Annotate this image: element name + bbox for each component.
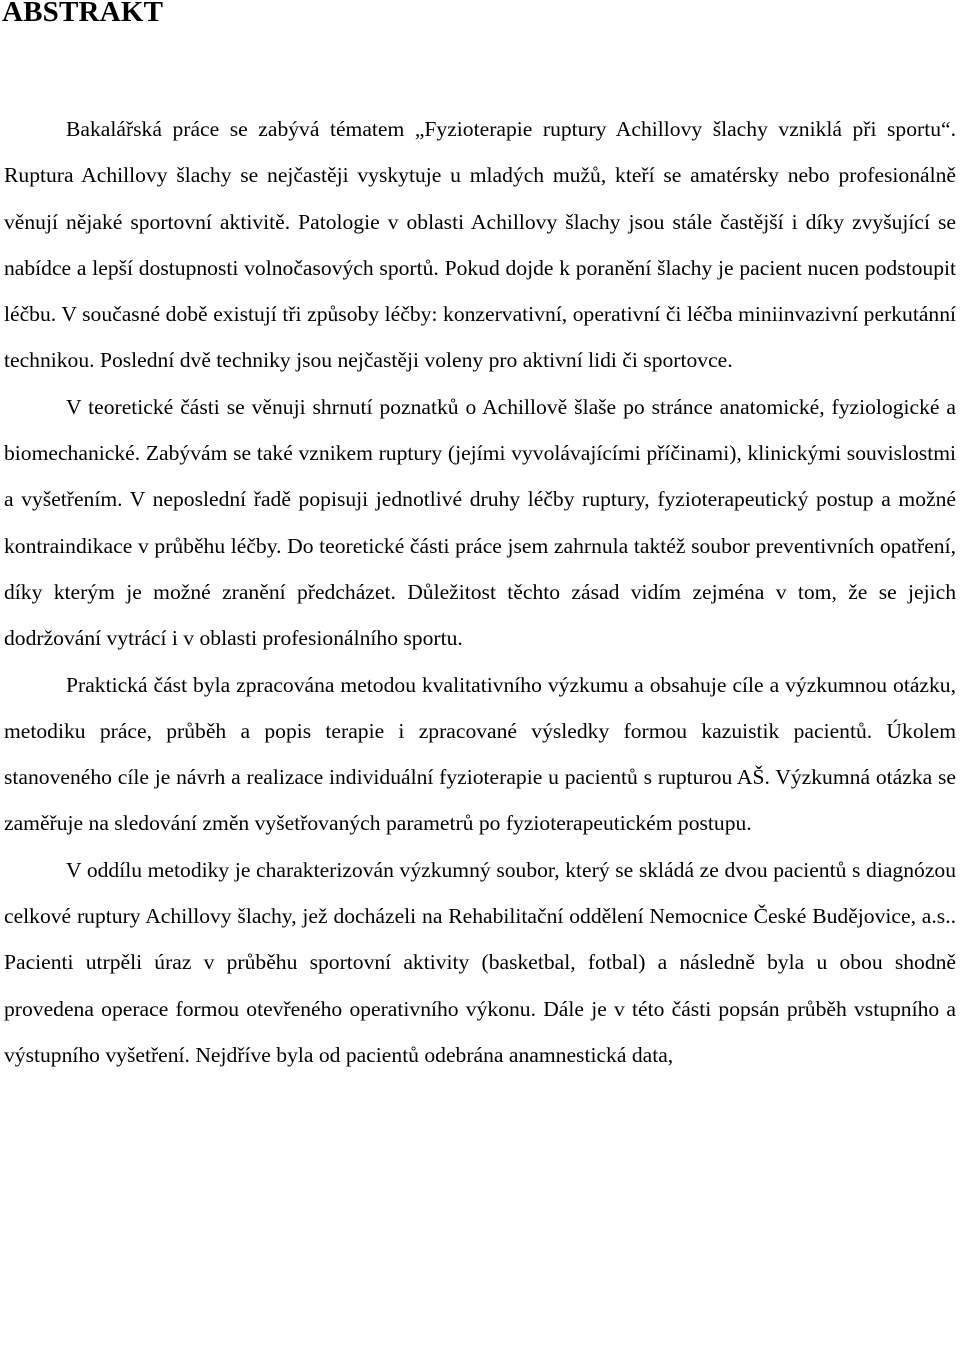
abstract-body (4, 106, 956, 1078)
paragraph-practical: Praktická část byla zpracována metodou kvalitativního výzkumu a obsahuje cíle a výzkumnou otázku, metodiku práce, průběh a popis terapie i zpracované výsledky formou kazuistik pacientů. Úkolem stanoveného cíle je návrh a realizace individuální fyzioterapie u pacientů s rupturou AŠ. Výzkumná otázka se zaměřuje na sledování změn vyšetřovaných parametrů po fyzioterapeutickém postupu. (4, 672, 956, 836)
paragraph-methodology: V oddílu metodiky je charakterizován výzkumný soubor, který se skládá ze dvou pacientů s diagnózou celkové ruptury Achillovy šlachy, jež docházeli na Rehabilitační oddělení Nemocnice České Budějovice, a.s.. Pacienti utrpěli úraz v průběhu sportovní aktivity (basketbal, fotbal) a následně byla u obou shodně provedena operace formou otevřeného operativního výkonu. Dále je v této části popsán průběh vstupního a výstupního vyšetření. Nejdříve byla od pacientů odebrána anamnestická data, (4, 857, 956, 1067)
paragraph-theory: V teoretické části se věnuji shrnutí poznatků o Achillově šlaše po stránce anatomické, fyziologické a biomechanické. Zabývám se také vznikem ruptury (jejími vyvolávajícími příčinami), klinickými souvislostmi a vyšetřením. V neposlední řadě popisuji jednotlivé druhy léčby ruptury, fyzioterapeutický postup a možné kontraindikace v průběhu léčby. Do teoretické části práce jsem zahrnula taktéž soubor preventivních opatření, díky kterým je možné zranění předcházet. Důležitost těchto zásad vidím zejména v tom, že se jejich dodržování vytrácí i v oblasti profesionálního sportu. (4, 394, 956, 651)
page-title: ABSTRAKT (2, 0, 164, 28)
paragraph-intro: Bakalářská práce se zabývá tématem „Fyzioterapie ruptury Achillovy šlachy vzniklá při sportu“. Ruptura Achillovy šlachy se nejčastěji vyskytuje u mladých mužů, kteří se amatérsky nebo profesionálně věnují nějaké sportovní aktivitě. Patologie v oblasti Achillovy šlachy jsou stále častější i díky zvyšující se nabídce a lepší dostupnosti volnočasových sportů. Pokud dojde k poranění šlachy je pacient nucen podstoupit léčbu. V současné době existují tři způsoby léčby: konzervativní, operativní či léčba miniinvazivní perkutánní technikou. Poslední dvě techniky jsou nejčastěji voleny pro aktivní lidi či sportovce. (4, 117, 956, 373)
